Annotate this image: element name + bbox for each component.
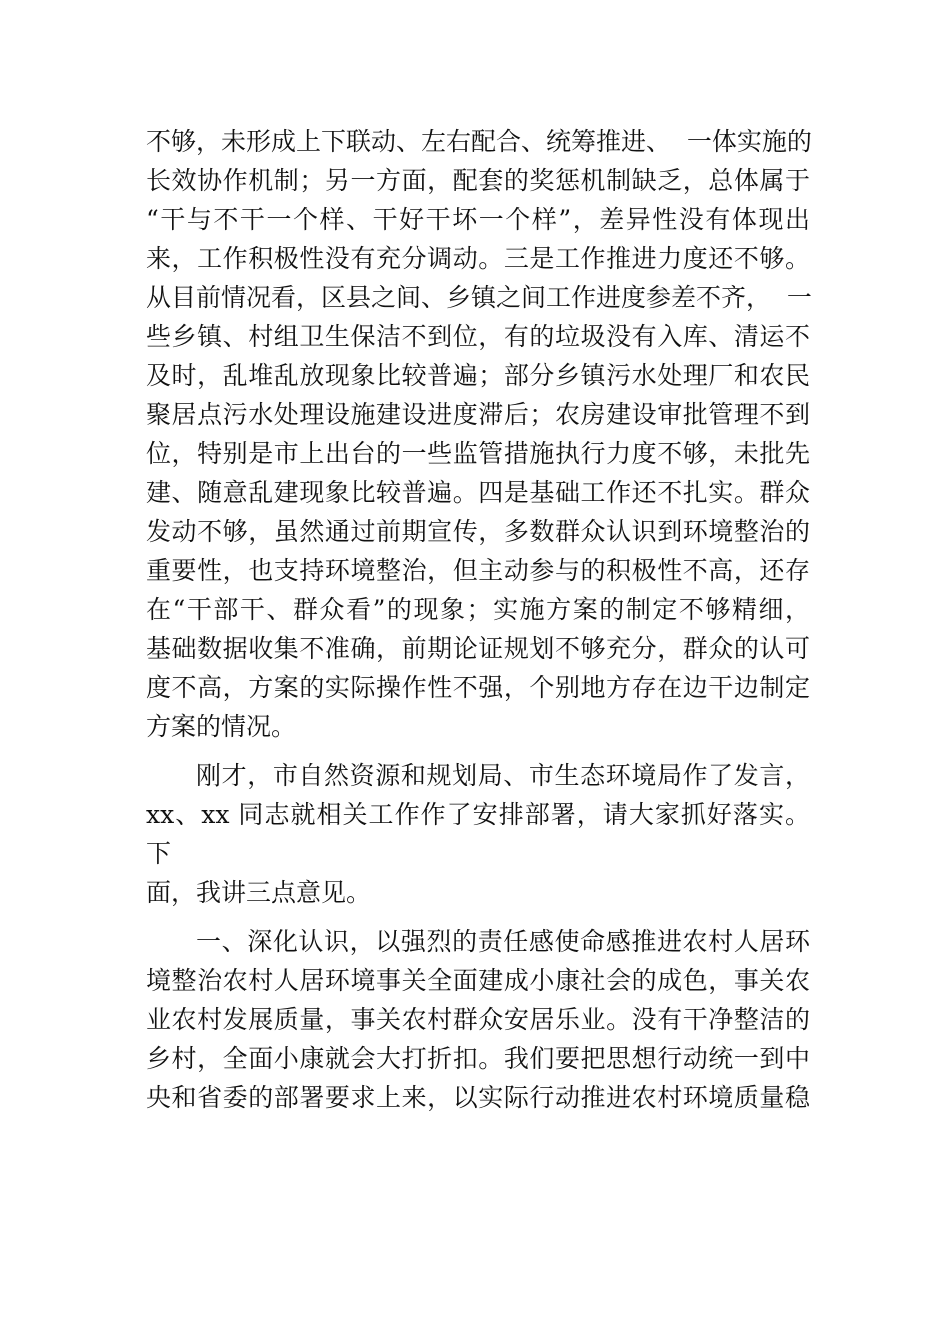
- document-body: [146, 122, 810, 1117]
- text-line: 一、深化认识，以强烈的责任感使命感推进农村人居环: [196, 927, 810, 956]
- text-line: 境整治农村人居环境事关全面建成小康社会的成色，事关农: [146, 966, 810, 995]
- text-line: 不够，未形成上下联动、左右配合、统筹推进、 一体实施的: [146, 127, 812, 156]
- text-line: 下: [146, 839, 172, 868]
- text-line: 方案的情况。: [146, 712, 297, 741]
- text-line: 面，我讲三点意见。: [146, 878, 372, 907]
- text-line: 及时，乱堆乱放现象比较普遍；部分乡镇污水处理厂和农民: [146, 361, 810, 390]
- text-line: 业农村发展质量，事关农村群众安居乐业。没有干净整洁的: [146, 1005, 810, 1034]
- text-line: 聚居点污水处理设施建设进度滞后；农房建设审批管理不到: [146, 400, 810, 429]
- text-line: 在“干部干、群众看”的现象；实施方案的制定不够精细，: [146, 595, 810, 624]
- text-line: 些乡镇、村组卫生保洁不到位，有的垃圾没有入库、清运不: [146, 322, 810, 351]
- text-line: 发动不够，虽然通过前期宣传，多数群众认识到环境整治的: [146, 517, 810, 546]
- text-line: 乡村，全面小康就会大打折扣。我们要把思想行动统一到中: [146, 1044, 810, 1073]
- text-line: “干与不干一个样、干好干坏一个样”，差异性没有体现出: [146, 205, 810, 234]
- text-line: 刚才，市自然资源和规划局、市生态环境局作了发言，: [196, 761, 810, 790]
- text-line: xx、xx 同志就相关工作作了安排部署，请大家抓好落实。: [146, 800, 810, 829]
- text-line: 来，工作积极性没有充分调动。三是工作推进力度还不够。: [146, 244, 810, 273]
- text-line: 基础数据收集不准确，前期论证规划不够充分，群众的认可: [146, 634, 810, 663]
- text-line: 度不高，方案的实际操作性不强，个别地方存在边干边制定: [146, 673, 810, 702]
- text-line: 建、随意乱建现象比较普遍。四是基础工作还不扎实。群众: [146, 478, 810, 507]
- text-line: 重要性，也支持环境整治，但主动参与的积极性不高，还存: [146, 556, 810, 585]
- text-line: 从目前情况看，区县之间、乡镇之间工作进度参差不齐， 一: [146, 283, 812, 312]
- text-line: 央和省委的部署要求上来，以实际行动推进农村环境质量稳: [146, 1083, 810, 1112]
- text-line: 位，特别是市上出台的一些监管措施执行力度不够，未批先: [146, 439, 810, 468]
- text-line: 长效协作机制；另一方面，配套的奖惩机制缺乏，总体属于: [146, 166, 810, 195]
